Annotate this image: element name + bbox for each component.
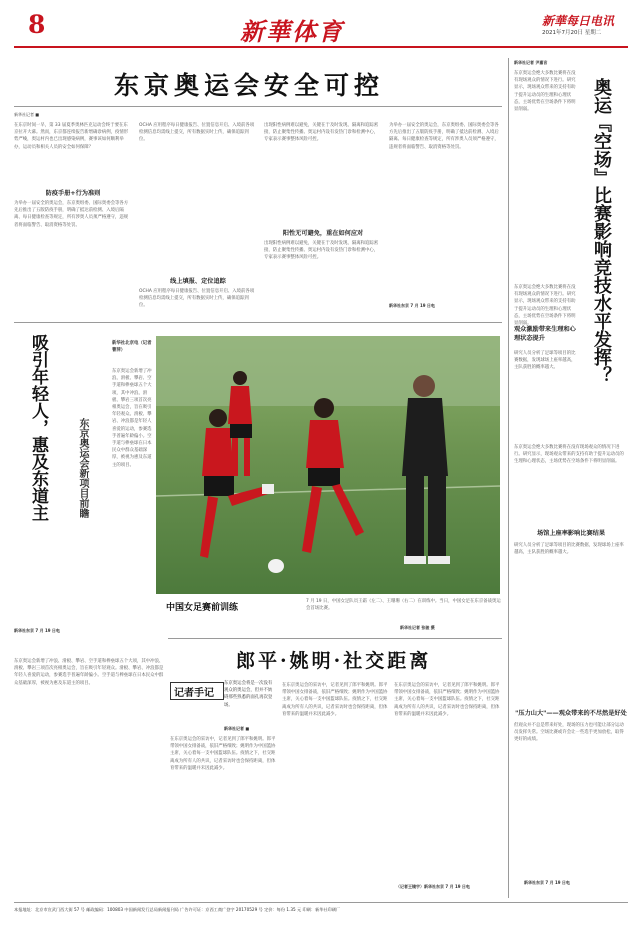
right-feature-subhead-2: 场馆上座率影响比赛结果 [536,530,606,537]
bottom-body-col3: 在东京奥运会的采访中，记者见到了郎平和姚明。郎平带领中国女排备战，依旧严格细致；姚明作为中国篮协主席，关心着每一支中国篮球队伍。疫情之下，社交距离成为所有人的共识，记者采访时也会保持距离，但体育带来的温暖并未因此减少。 [394,683,500,717]
right-feature-body-b: 研究人员分析了足球等项目的比赛数据，发现球场上座率越高，主队获胜的概率越大。 [514,351,576,371]
issue-date: 2021年7月20日 星期二 [542,30,602,36]
main-headline: 东京奥运会安全可控 [114,71,385,100]
main-sign-off: 新华社东京 7 月 19 日电 [389,303,435,308]
footer-text: 本报地址：北京市宣武门西大街 57 号 邮政编码：100803 中国新闻发行总局新闻报刊局 广告许可证：京西工商广登字 20170529 号 定价：每份 1.35 元 印刷：新华社印刷厂 [14,907,341,912]
column-tag [170,682,224,700]
left-feature-byline: 新华社北京电（记者 曹萍） [112,341,152,354]
soccer-ball [268,559,284,573]
column-rule-right [508,58,509,898]
headline-rule [14,106,502,107]
right-feature-body-c: 研究人员分析了足球等项目的比赛数据，发现球场上座率越高，主队获胜的概率越大。 [514,543,624,556]
right-feature-body-b2: 东京奥运会绝大多数比赛将在没有现场观众的情况下进行。研究显示，现场观众带来的支持有助于提升运动员的生理和心理状态，主场优势在空场条件下将明显削弱。 [514,445,624,465]
right-feature-byline: 新华社记者 尹嘉言 [514,60,548,65]
right-feature-body-a2: 东京奥运会绝大多数比赛将在没有现场观众的情况下进行。研究显示，现场观众带来的支持有助于提升运动员的生理和心理状态，主场优势在空场条件下将明显削弱。 [514,285,576,327]
main-body-b: OCHA 应用程序每日健康报告、位置信息开启、入境前各项检测信息均需线上提交，所有数据实时上传，确保追踪到位。 [139,123,255,143]
photo-credit: 新华社记者 张骏 摄 [400,625,435,630]
main-body-a: 为举办一届安全的奥运会，东京奥组委、国际奥委会等各方先后推出了五版防疫手册，明确了抵达前检测、入境后隔离、每日健康检查等规定，所有涉奥人员须严格遵守，违规者将面临警告、取消资格等处罚。 [14,201,129,228]
left-feature-sign-off: 新华社东京 7 月 19 日电 [14,628,60,633]
right-feature [514,58,628,898]
photo-caption-text: 7 月 19 日，中国女足队员王霜（左二）、王珊珊（右二）在训练中。当日，中国女足在东京备战奥运会首场比赛。 [306,599,501,612]
main-subhead-3: 阳性无可避免，重在如何应对 [282,230,364,237]
right-feature-body-a: 东京奥运会绝大多数比赛将在没有现场观众的情况下进行。研究显示，现场观众带来的支持有助于提升运动员的生理和心理状态，主场优势在空场条件下将明显削弱。 [514,71,576,113]
training-photo [156,336,500,594]
left-feature-body: 东京奥运会新增了冲浪、滑板、攀岩、空手道和棒垒球五个大项，其中冲浪、滑板、攀岩三项首次亮相奥运会，旨在吸引年轻观众。滑板、攀岩、冲浪都是年轻人喜爱的运动，参赛选手普遍年龄偏小。空手道与棒垒球在日本民众中群众基础深厚，被视为惠及东道主的项目。 [112,369,152,468]
main-story-bottom-rule [14,322,502,323]
right-feature-subhead-1: 观众激励带来生理和心理状态提升 [514,326,576,342]
left-feature-title: 吸引年轻人，惠及东道主 [28,334,48,521]
paper-name: 新華每日电讯 [542,14,615,28]
bottom-body-col1: 在东京奥运会的采访中，记者见到了郎平和姚明。郎平带领中国女排备战，依旧严格细致；姚明作为中国篮协主席，关心着每一支中国篮球队伍。疫情之下，社交距离成为所有人的共识，记者采访时也会保持距离，但体育带来的温暖并未因此减少。 [170,737,276,771]
right-feature-body-d: 但观众并不总是带来好处，现场的压力也可能让部分运动员发挥失常。空场比赛或许会让一些选手更加放松，取得更好的成绩。 [514,723,624,743]
column-tag-label: 记者手记 [174,688,214,699]
bottom-body-col2: 在东京奥运会的采访中，记者见到了郎平和姚明。郎平带领中国女排备战，依旧严格细致；姚明作为中国篮协主席，关心着每一支中国篮球队伍。疫情之下，社交距离成为所有人的共识，记者采访时也会保持距离，但体育带来的温暖并未因此减少。 [282,683,388,717]
main-body-b2: OCHA 应用程序每日健康报告、位置信息开启、入境前各项检测信息均需线上提交，所有数据实时上传，确保追踪到位。 [139,289,255,309]
left-feature-body-cont: 东京奥运会新增了冲浪、滑板、攀岩、空手道和棒垒球五个大项，其中冲浪、滑板、攀岩三项首次亮相奥运会，旨在吸引年轻观众。滑板、攀岩、冲浪都是年轻人喜爱的运动，参赛选手普遍年龄偏小。空手道与棒垒球在日本民众中群众基础深厚，被视为惠及东道主的项目。 [14,659,164,686]
bottom-sign-off: （记者王镜宇）新华社东京 7 月 19 日电 [396,884,470,889]
main-intro: 在东京时间一早，第 33 届夏季奥林匹克运动会终于要在东京拉开大幕。然而，东京都连续报告新增确诊病例，疫情形势严峻，奥运村内也已出现感染病例，赛事该如何顺利举办，运动员和相关人员的安全如何保障？ [14,123,129,150]
masthead-rule [14,46,628,48]
bottom-byline: 新华社记者 ■ [224,726,250,731]
photo-caption-title: 中国女足赛前训练 [166,603,239,613]
right-feature-subhead-3: "压力山大"——观众带来的不尽然是好处 [515,710,627,717]
bottom-story-top-rule [168,638,502,639]
right-feature-sign-off: 新华社东京 7 月 19 日电 [524,880,570,885]
main-body-c: 出现阳性病例难以避免，关键在于及时发现、隔离和追踪密接，防止聚集性传播。奥运村内设有发热门诊和检测中心，专家表示赛事整体风险可控。 [264,123,379,143]
main-subhead-1: 防疫手册+行为准则 [45,190,101,197]
main-body-c2: 出现阳性病例难以避免，关键在于及时发现、隔离和追踪密接，防止聚集性传播。奥运村内设有发热门诊和检测中心，专家表示赛事整体风险可控。 [264,241,379,261]
page-number: 8 [28,10,46,39]
bottom-headline: 郎平·姚明·社交距离 [236,650,432,672]
main-body-d: 为举办一届安全的奥运会，东京奥组委、国际奥委会等各方先后推出了五版防疫手册，明确了抵达前检测、入境后隔离、每日健康检查等规定，所有涉奥人员须严格遵守，违规者将面临警告、取消资格等处罚。 [389,123,499,150]
left-feature-kicker: 东京奥运会新项目前瞻 [77,418,88,518]
section-title: 新華体育 [240,17,344,46]
right-feature-title: 奥运『空场』比赛影响竞技水平发挥？ [591,78,612,384]
masthead [0,0,640,48]
footer-rule [14,902,628,903]
left-feature-byline-col [112,340,152,580]
main-story [14,58,502,320]
main-subhead-2: 线上填报、定位追踪 [170,278,226,285]
photo-illustration [156,336,500,594]
main-byline: 新华社记者 ■ [14,112,40,117]
bottom-intro: 东京奥运会将是一次没有观众的奥运会，但并不妨碍那些熟悉的面孔再次登场。 [224,681,273,708]
